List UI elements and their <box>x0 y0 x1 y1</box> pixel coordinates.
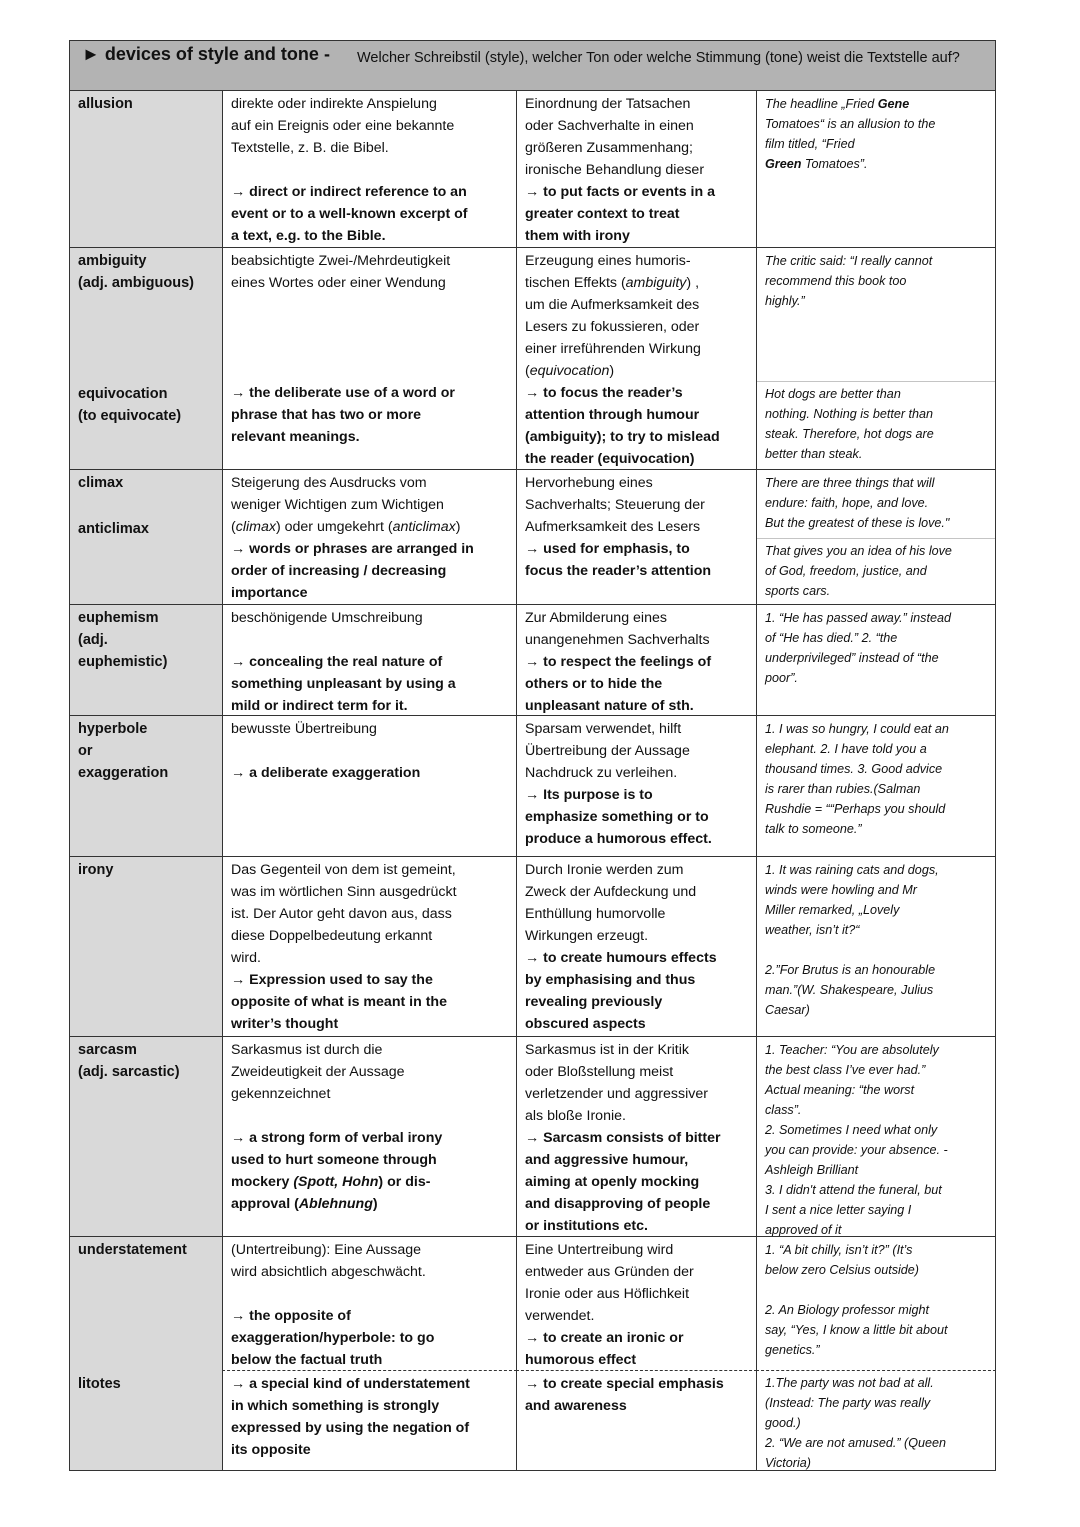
text-segment: → to create special emphasis and awareness <box>525 1376 724 1414</box>
text-segment: → concealing the real nature of something unpleasant by using a mild or indirect term for it. <box>231 654 456 714</box>
text-segment: Sarkasmus ist in der Kritik oder Bloßstellung meist verletzender und aggressiver als bloße Ironie. <box>525 1042 708 1124</box>
text-segment: Hervorhebung eines Sachverhalts; Steuerung der Aufmerksamkeit des Lesers <box>525 475 705 535</box>
example-understatement <box>756 1236 996 1371</box>
example-euphemism <box>756 604 996 716</box>
text-segment: ambiguity <box>625 275 687 291</box>
definition-irony <box>222 856 517 1037</box>
text-segment: Hot dogs are better than nothing. Nothing is better than steak. Therefore, hot dogs are better than steak. <box>765 387 934 461</box>
text-segment: Steigerung des Ausdrucks vom weniger Wichtigen zum Wichtigen ( <box>231 475 444 535</box>
purpose-ambiguity-equivocation <box>516 247 757 470</box>
text-segment: Tomatoes”. <box>801 157 868 171</box>
purpose-hyperbole <box>516 715 757 857</box>
text-segment: Erzeugung eines humoris- tischen Effekts ( <box>525 253 691 291</box>
text-segment: anticlimax <box>78 521 149 537</box>
text-segment: 1. I was so hungry, I could eat an elephant. 2. I have told you a thousand times. 3. Good advice is rarer than rubies.(Salman Rushdie = ““Perhaps you should talk to someone.” <box>765 722 949 836</box>
purpose-allusion <box>516 90 757 248</box>
text-segment: direkte oder indirekte Anspielung auf ein Ereignis oder eine bekannte Textstelle, z. B. die Bibel. <box>231 96 455 156</box>
term-climax <box>69 469 223 515</box>
text-segment: litotes <box>78 1376 121 1392</box>
text-segment: sarcasm (adj. sarcastic) <box>78 1042 180 1080</box>
text-segment: ) or dis- approval ( <box>231 1174 431 1212</box>
term-litotes <box>69 1370 223 1471</box>
text-segment: beschönigende Umschreibung <box>231 610 423 626</box>
term-anticlimax <box>69 514 223 605</box>
text-segment: Ablehnung <box>298 1196 373 1212</box>
definition-euphemism <box>222 604 517 716</box>
example-litotes <box>756 1370 996 1471</box>
text-segment: climax <box>78 475 124 491</box>
text-segment: → used for emphasis, to focus the reader’s attention <box>525 541 712 579</box>
definition-ambiguity-equivocation <box>222 247 517 470</box>
text-segment: ) <box>372 1196 378 1212</box>
text-segment: Green <box>765 157 802 171</box>
purpose-understatement <box>516 1236 757 1371</box>
purpose-litotes <box>516 1370 757 1471</box>
text-segment: Einordnung der Tatsachen oder Sachverhalte in einen größeren Zusammenhang; ironische Behandlung dieser <box>525 96 705 178</box>
purpose-irony <box>516 856 757 1037</box>
text-segment: 1. It was raining cats and dogs, winds were howling and Mr Miller remarked, „Lovely weather, isn’t it?“ 2.”For Brutus is an honourable man.”(W. Shakespeare, Julius Caesar) <box>765 863 939 1017</box>
definition-litotes <box>222 1370 517 1471</box>
text-segment: → to focus the reader’s attention through humour (ambiguity); to try to mislead the reader (equivocation) <box>525 385 720 467</box>
text-segment: Sparsam verwendet, hilft Übertreibung der Aussage Nachdruck zu verleihen. <box>525 721 690 781</box>
definition-hyperbole <box>222 715 517 857</box>
text-segment: → to create an ironic or humorous effect <box>525 1330 684 1368</box>
text-segment: ) <box>609 363 615 379</box>
text-segment: → Sarcasm consists of bitter and aggressive humour, aiming at openly mocking and disapproving of people or institutions etc. <box>525 1130 721 1234</box>
text-segment: → direct or indirect reference to an event or to a well-known excerpt of a text, e.g. to the Bible. <box>231 184 468 244</box>
term-euphemism <box>69 604 223 716</box>
text-segment: irony <box>78 862 114 878</box>
purpose-euphemism <box>516 604 757 716</box>
text-segment: → the deliberate use of a word or phrase that has two or more relevant meanings. <box>231 385 455 445</box>
text-segment: equivocation (to equivocate) <box>78 386 182 424</box>
title-dash: - <box>323 44 330 64</box>
example-irony <box>756 856 996 1037</box>
example-sarcasm <box>756 1036 996 1237</box>
example-anticlimax <box>756 538 996 605</box>
text-segment: (Untertreibung): Eine Aussage wird absichtlich abgeschwächt. <box>231 1242 426 1280</box>
text-segment: ) <box>455 519 461 535</box>
text-segment: → to respect the feelings of others or to hide the unpleasant nature of sth. <box>525 654 712 714</box>
text-segment: hyperbole or exaggeration <box>78 721 169 781</box>
text-segment: ) oder umgekehrt ( <box>275 519 393 535</box>
text-segment: 1. “A bit chilly, isn’t it?” (It’s below zero Celsius outside) 2. An Biology professor might say, “Yes, I know a little bit about genetics.” <box>765 1243 948 1357</box>
term-ambiguity <box>69 247 223 382</box>
table-header <box>69 40 996 91</box>
text-segment: beabsichtigte Zwei-/Mehrdeutigkeit eines Wortes oder einer Wendung <box>231 253 451 291</box>
text-segment: The headline „Fried <box>765 97 878 111</box>
term-understatement <box>69 1236 223 1371</box>
purpose-sarcasm <box>516 1036 757 1237</box>
text-segment: allusion <box>78 96 133 112</box>
text-segment: → Expression used to say the opposite of what is meant in the writer’s thought <box>231 972 447 1032</box>
text-segment: → a deliberate exaggeration <box>231 765 421 781</box>
text-segment: The critic said: “I really cannot recommend this book too highly.” <box>765 254 933 308</box>
triangle-icon: ► <box>82 44 100 64</box>
definition-climax-anticlimax <box>222 469 517 605</box>
example-hyperbole <box>756 715 996 857</box>
text-segment: ) , um die Aufmerksamkeit des Lesers zu fokussieren, oder einer irreführenden Wirkung ( <box>525 275 701 379</box>
example-ambiguity <box>756 247 996 382</box>
definition-allusion <box>222 90 517 248</box>
text-segment: bewusste Übertreibung <box>231 721 377 737</box>
example-equivocation <box>756 381 996 470</box>
text-segment: → the opposite of exaggeration/hyperbole: to go below the factual truth <box>231 1308 435 1368</box>
text-segment: → Its purpose is to emphasize something or to produce a humorous effect. <box>525 787 712 847</box>
text-segment: Zur Abmilderung eines unangenehmen Sachverhalts <box>525 610 710 648</box>
term-irony <box>69 856 223 1037</box>
term-equivocation <box>69 381 223 470</box>
example-allusion <box>756 90 996 248</box>
term-allusion <box>69 90 223 248</box>
text-segment: Tomatoes“ is an allusion to the film titled, “Fried <box>765 117 936 151</box>
text-segment: equivocation <box>529 363 610 379</box>
text-segment: → a strong form of verbal irony used to hurt someone through mockery <box>231 1130 443 1190</box>
text-segment: Sarkasmus ist durch die Zweideutigkeit der Aussage gekennzeichnet <box>231 1042 405 1102</box>
definition-understatement <box>222 1236 517 1371</box>
text-segment: → a special kind of understatement in which something is strongly expressed by using the negation of its opposite <box>231 1376 470 1458</box>
text-segment: Das Gegenteil von dem ist gemeint, was im wörtlichen Sinn ausgedrückt ist. Der Autor geht davon aus, dass diese Doppelbedeutung erkannt wird. <box>231 862 457 966</box>
title-text: devices of style and tone <box>104 44 319 64</box>
text-segment: 1.The party was not bad at all. (Instead: The party was really good.) 2. “We are not amused.” (Queen Victoria) <box>765 1376 947 1470</box>
purpose-climax-anticlimax <box>516 469 757 605</box>
text-segment: ambiguity (adj. ambiguous) <box>78 253 194 291</box>
table-subtitle: Welcher Schreibstil (style), welcher Ton oder welche Stimmung (tone) weist die Textstelle auf? <box>357 50 960 66</box>
text-segment: anticlimax <box>392 519 456 535</box>
text-segment: → words or phrases are arranged in order of increasing / decreasing importance <box>231 541 474 601</box>
text-segment: (Spott, Hohn <box>293 1174 379 1190</box>
text-segment: euphemism (adj. euphemistic) <box>78 610 168 670</box>
text-segment: → to put facts or events in a greater context to treat them with irony <box>525 184 715 244</box>
term-sarcasm <box>69 1036 223 1237</box>
term-hyperbole <box>69 715 223 857</box>
text-segment: 1. Teacher: “You are absolutely the best class I’ve ever had.” Actual meaning: “the worst class”. 2. Sometimes I need what only you can provide: your absence. - Ashleigh Brilliant 3. I didn't attend the funeral, but I sent a nice letter saying I approved of it <box>765 1043 948 1237</box>
text-segment: → to create humours effects by emphasising and thus revealing previously obscured aspects <box>525 950 717 1032</box>
text-segment: Gene <box>877 97 910 111</box>
text-segment: That gives you an idea of his love of God, freedom, justice, and sports cars. <box>765 544 952 598</box>
table-title <box>82 44 330 65</box>
text-segment: understatement <box>78 1242 187 1258</box>
text-segment: There are three things that will endure: faith, hope, and love. But the greatest of these is love." <box>765 476 950 530</box>
text-segment: Durch Ironie werden zum Zweck der Aufdeckung und Enthüllung humorvolle Wirkungen erzeugt. <box>525 862 697 944</box>
example-climax <box>756 469 996 539</box>
text-segment: Eine Untertreibung wird entweder aus Gründen der Ironie oder aus Höflichkeit verwendet. <box>525 1242 694 1324</box>
definition-sarcasm <box>222 1036 517 1237</box>
text-segment: 1. “He has passed away.” instead of “He has died.” 2. “the underprivileged” instead of “the poor”. <box>765 611 951 685</box>
text-segment: climax <box>235 519 276 535</box>
